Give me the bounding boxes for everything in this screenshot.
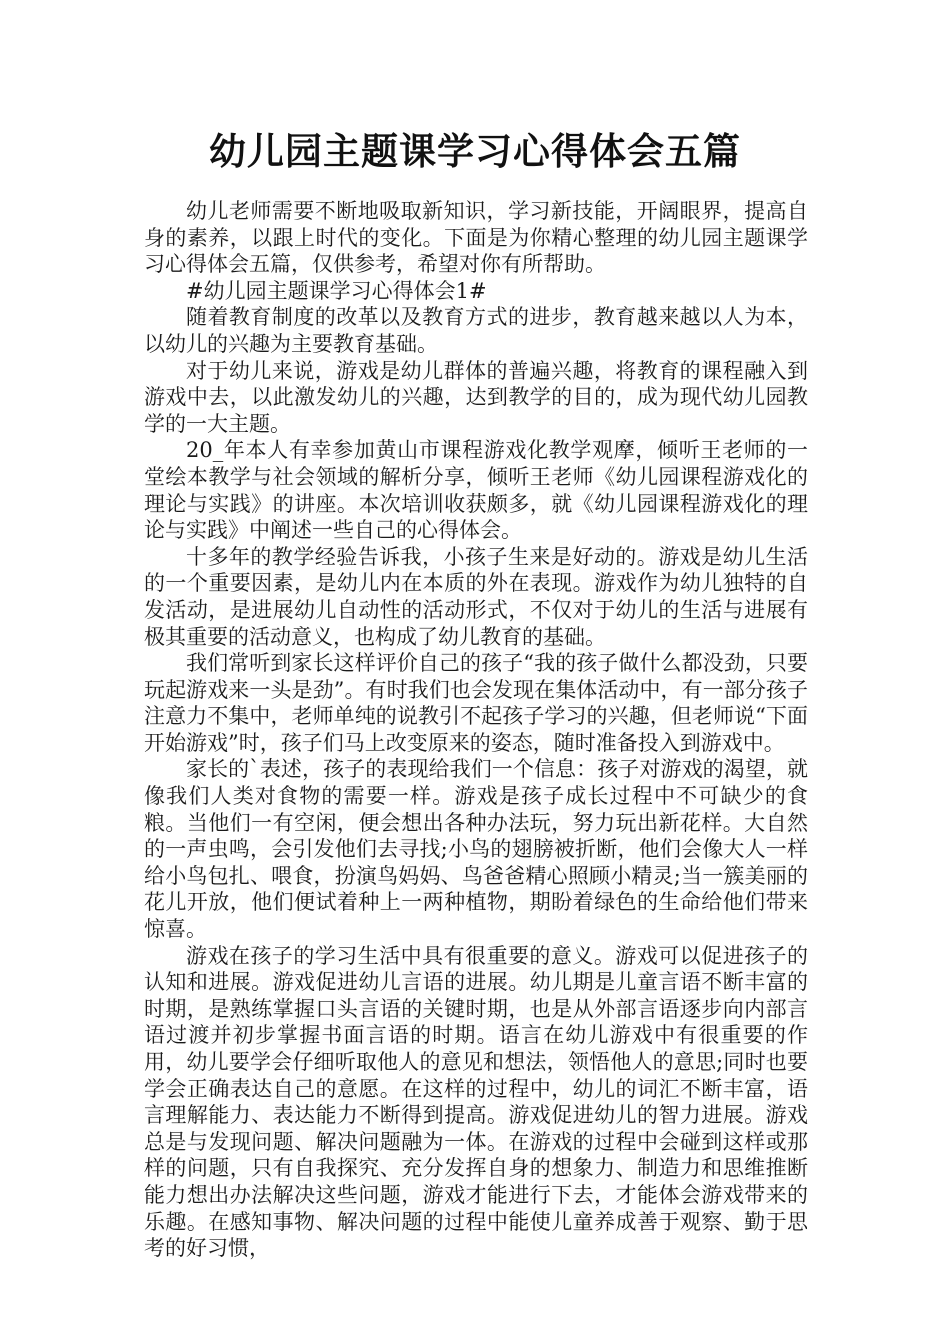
body-paragraph: 20_年本人有幸参加黄山市课程游戏化教学观摩，倾听王老师的一堂绘本教学与社会领域的解析分享，倾听王老师《幼儿园课程游戏化的理论与实践》的讲座。本次培训收获颇多，就《幼儿园课程游戏化的理论与实践》中阐述一些自己的心得体会。 xyxy=(144,438,808,543)
body-paragraph: 我们常听到家长这样评价自己的孩子“我的孩子做什么都没劲，只要玩起游戏来一头是劲”。有时我们也会发现在集体活动中，有一部分孩子注意力不集中，老师单纯的说教引不起孩子学习的兴趣，但老师说“下面开始游戏”时，孩子们马上改变原来的姿态，随时准备投入到游戏中。 xyxy=(144,651,808,755)
document-body xyxy=(144,198,808,1262)
intro-paragraph: 幼儿老师需要不断地吸取新知识，学习新技能，开阔眼界，提高自身的素养，以跟上时代的变化。下面是为你精心整理的幼儿园主题课学习心得体会五篇，仅供参考，希望对你有所帮助。 xyxy=(144,199,808,277)
body-paragraph: 对于幼儿来说，游戏是幼儿群体的普遍兴趣，将教育的课程融入到游戏中去，以此激发幼儿的兴趣，达到教学的目的，成为现代幼儿园教学的一大主题。 xyxy=(144,358,808,436)
body-paragraph: 家长的`表述，孩子的表现给我们一个信息：孩子对游戏的渴望，就像我们人类对食物的需要一样。游戏是孩子成长过程中不可缺少的食粮。当他们一有空闲，便会想出各种办法玩，努力玩出新花样。大自然的一声虫鸣，会引发他们去寻找;小鸟的翅膀被折断，他们会像大人一样给小鸟包扎、喂食，扮演鸟妈妈、鸟爸爸精心照顾小精灵;当一簇美丽的花儿开放，他们便试着种上一两种植物，期盼着绿色的生命给他们带来惊喜。 xyxy=(144,757,808,942)
document-title: 幼儿园主题课学习心得体会五篇 xyxy=(209,130,741,173)
body-paragraph: 游戏在孩子的学习生活中具有很重要的意义。游戏可以促进孩子的认知和进展。游戏促进幼儿言语的进展。幼儿期是儿童言语不断丰富的时期，是熟练掌握口头言语的关键时期，也是从外部言语逐步向内部言语过渡并初步掌握书面言语的时期。语言在幼儿游戏中有很重要的作用，幼儿要学会仔细听取他人的意见和想法，领悟他人的意思;同时也要学会正确表达自己的意愿。在这样的过程中，幼儿的词汇不断丰富，语言理解能力、表达能力不断得到提高。游戏促进幼儿的智力进展。游戏总是与发现问题、解决问题融为一体。在游戏的过程中会碰到这样或那样的问题，只有自我探究、充分发挥自身的想象力、制造力和思维推断能力想出办法解决这些问题，游戏才能进行下去，才能体会游戏带来的乐趣。在感知事物、解决问题的过程中能使儿童养成善于观察、勤于思考的好习惯， xyxy=(144,943,808,1261)
body-paragraph: 随着教育制度的改革以及教育方式的进步，教育越来越以人为本，以幼儿的兴趣为主要教育基础。 xyxy=(144,305,808,356)
body-paragraph: 十多年的教学经验告诉我，小孩子生来是好动的。游戏是幼儿生活的一个重要因素，是幼儿内在本质的外在表现。游戏作为幼儿独特的自发活动，是进展幼儿自动性的活动形式，不仅对于幼儿的生活与进展有极其重要的活动意义，也构成了幼儿教育的基础。 xyxy=(144,544,808,649)
section-heading: #幼儿园主题课学习心得体会1# xyxy=(186,278,487,303)
